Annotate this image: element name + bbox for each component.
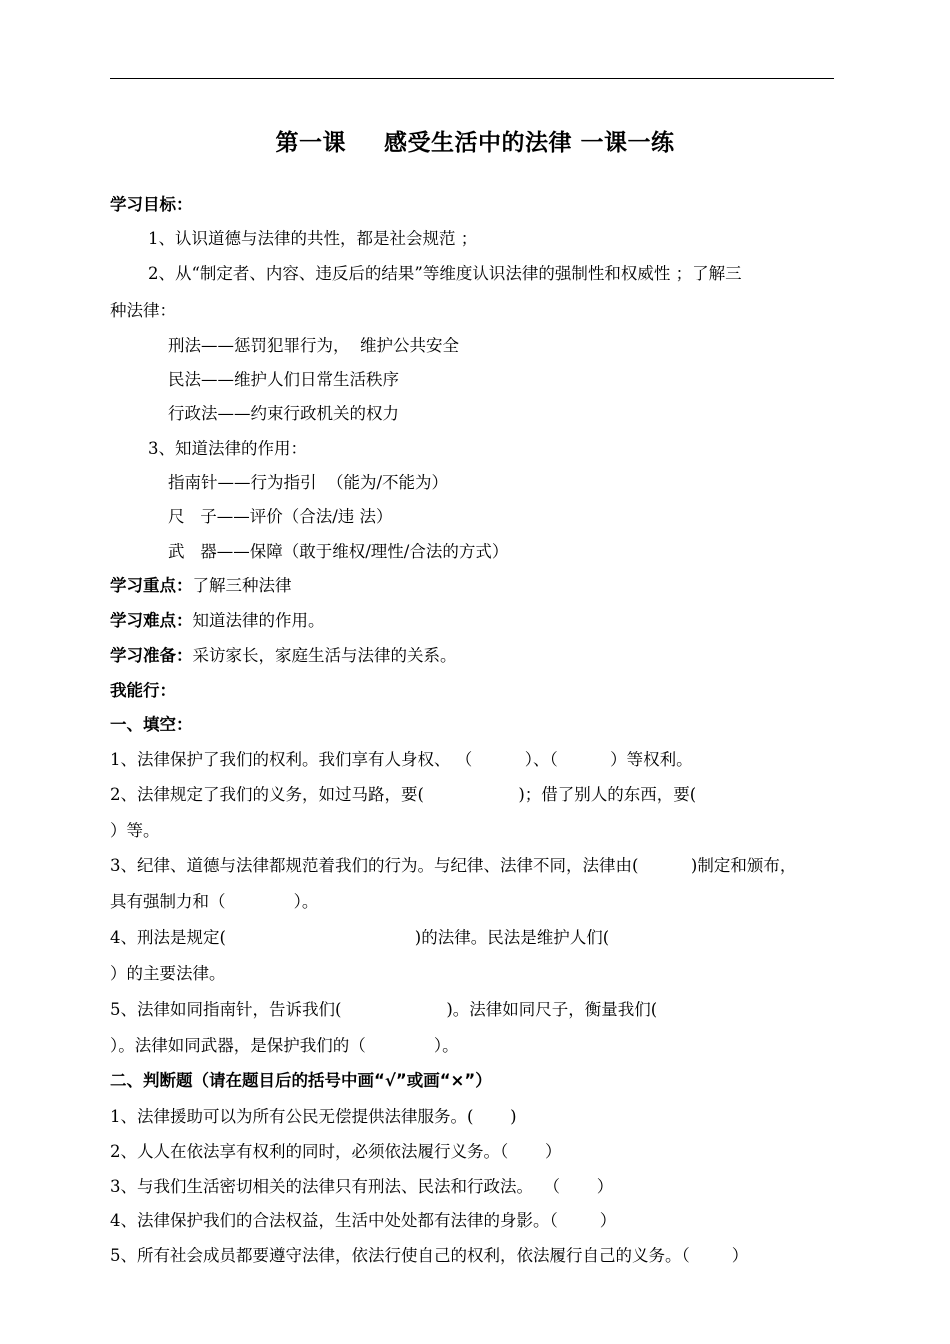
law-item: 行政法——约束行政机关的权力 [168, 404, 399, 423]
judge-question: 5、所有社会成员都要遵守法律，依法行使自己的权利，依法履行自己的义务。（ ） [110, 1246, 749, 1265]
fill-question-cont: ）。法律如同武器，是保护我们的（ ）。 [110, 1036, 459, 1055]
role-item: 尺 子——评价（合法/违 法） [168, 507, 393, 526]
header-rule [110, 78, 834, 79]
judge-question: 4、法律保护我们的合法权益，生活中处处都有法律的身影。（ ） [110, 1211, 617, 1230]
focus-text: 了解三种法律 [192, 576, 292, 595]
role-item: 武 器——保障（敢于维权/理性/合法的方式） [168, 542, 509, 561]
title-lesson: 第一课 [275, 130, 346, 156]
fill-question: 5、法律如同指南针，告诉我们( )。法律如同尺子，衡量我们( [110, 1000, 658, 1019]
judge-question: 2、人人在依法享有权利的同时，必须依法履行义务。（ ） [110, 1142, 562, 1161]
judge-question: 1、法律援助可以为所有公民无偿提供法律服务。( ) [110, 1107, 517, 1126]
objective-item: 3、知道法律的作用： [148, 439, 307, 458]
preparation-row [110, 644, 457, 668]
objective-item: 2、从“制定者、内容、违反后的结果”等维度认识法律的强制性和权威性 ；了解三 [148, 264, 742, 283]
focus-label: 学习重点： [110, 576, 193, 595]
fill-heading: 一、填空： [110, 715, 193, 734]
judge-heading: 二、判断题（请在题目后的括号中画“√”或画“×”） [110, 1071, 492, 1090]
law-item: 刑法——惩罚犯罪行为， 维护公共安全 [168, 336, 459, 355]
practice-heading: 我能行： [110, 681, 176, 700]
title-topic: 感受生活中的法律 一课一练 [383, 130, 675, 156]
difficulty-row [110, 609, 325, 633]
page-title [0, 124, 950, 157]
difficulty-label: 学习难点： [110, 611, 193, 630]
judge-question: 3、与我们生活密切相关的法律只有刑法、民法和行政法。 （ ） [110, 1177, 614, 1196]
objectives-heading: 学习目标： [110, 195, 193, 214]
fill-question-cont: 具有强制力和（ ）。 [110, 892, 319, 911]
preparation-text: 采访家长，家庭生活与法律的关系。 [192, 646, 457, 665]
fill-question-cont: ）等。 [110, 821, 160, 840]
fill-question: 4、刑法是规定( )的法律。民法是维护人们( [110, 928, 610, 947]
objective-item-cont: 种法律： [110, 301, 176, 320]
fill-question-cont: ）的主要法律。 [110, 964, 226, 983]
objective-item: 1、认识道德与法律的共性，都是社会规范 ； [148, 229, 478, 248]
focus-row [110, 574, 292, 598]
difficulty-text: 知道法律的作用。 [192, 611, 325, 630]
fill-question: 2、法律规定了我们的义务，如过马路，要( )；借了别人的东西，要( [110, 785, 697, 804]
law-item: 民法——维护人们日常生活秩序 [168, 370, 399, 389]
fill-question: 1、法律保护了我们的权利。我们享有人身权、 （ ）、（ ）等权利。 [110, 750, 693, 769]
fill-question: 3、纪律、道德与法律都规范着我们的行为。与纪律、法律不同，法律由( )制定和颁布， [110, 856, 797, 875]
preparation-label: 学习准备： [110, 646, 193, 665]
role-item: 指南针——行为指引 （能为/不能为） [168, 473, 449, 492]
